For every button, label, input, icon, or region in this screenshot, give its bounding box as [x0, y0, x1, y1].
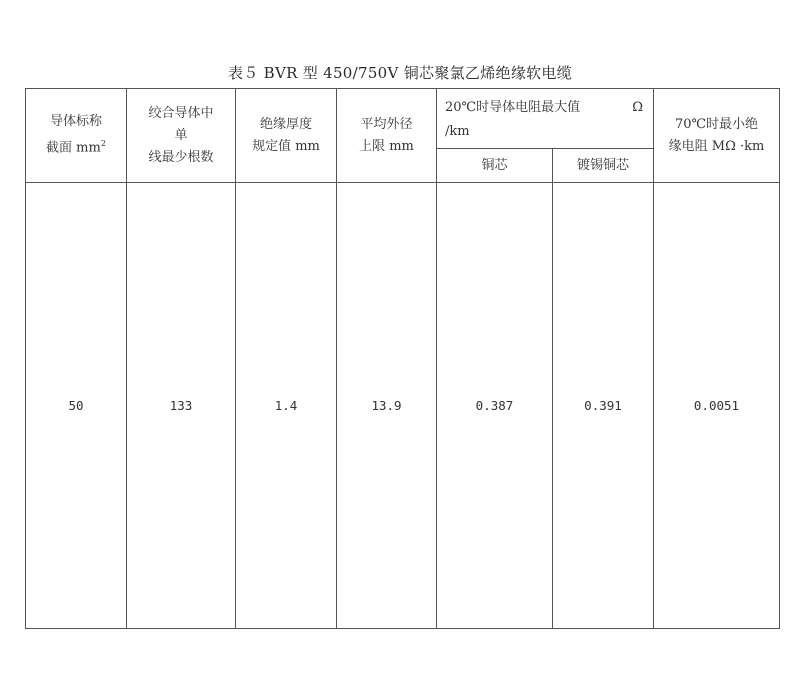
header-insulation-resistance-line1: 70℃时最小绝 — [674, 116, 759, 132]
header-cross-section-line2: 截面 mm — [46, 140, 101, 156]
table-title: 表５ BVR 型 450/750V 铜芯聚氯乙烯绝缘软电缆 — [227, 64, 573, 82]
header-min-wires — [127, 89, 236, 183]
cell-insulation: 1.4 — [236, 183, 337, 629]
header-cross-section-line1: 导体标称 — [49, 114, 102, 130]
header-min-wires-line1: 绞合导体中 — [148, 105, 214, 121]
header-row — [26, 89, 780, 149]
header-outer-diameter-line2: 上限 mm — [359, 138, 414, 154]
cell-resistance-tinned: 0.391 — [553, 183, 654, 629]
header-resistance-unit: /km — [445, 124, 470, 139]
header-insulation-line1: 绝缘厚度 — [259, 116, 312, 132]
header-resistance-omega: Ω — [632, 100, 643, 115]
subheader-copper: 铜芯 — [437, 149, 553, 183]
spec-table — [25, 88, 780, 629]
cell-resistance-copper: 0.387 — [437, 183, 553, 629]
header-resistance-main: 20℃时导体电阻最大值 — [445, 100, 581, 115]
header-cross-section-sup: 2 — [100, 139, 106, 149]
header-cross-section — [26, 89, 127, 183]
header-outer-diameter — [337, 89, 437, 183]
header-conductor-resistance — [437, 89, 654, 149]
cell-min-wires: 133 — [127, 183, 236, 629]
header-insulation-thickness — [236, 89, 337, 183]
header-cross-section-line2-wrap — [32, 133, 120, 159]
cell-outer-diameter: 13.9 — [337, 183, 437, 629]
header-outer-diameter-line1: 平均外径 — [360, 116, 413, 132]
header-insulation-resistance — [654, 89, 780, 183]
header-min-wires-line3: 线最少根数 — [148, 149, 214, 165]
header-insulation-resistance-line2: 缘电阻 MΩ ·km — [668, 138, 765, 154]
subheader-tinned-copper: 镀锡铜芯 — [553, 149, 654, 183]
header-insulation-line2: 规定值 mm — [252, 138, 320, 154]
cell-cross-section: 50 — [26, 183, 127, 629]
cell-min-insulation-resistance: 0.0051 — [654, 183, 780, 629]
header-min-wires-line2: 单 — [174, 127, 188, 143]
table-row — [26, 183, 780, 629]
